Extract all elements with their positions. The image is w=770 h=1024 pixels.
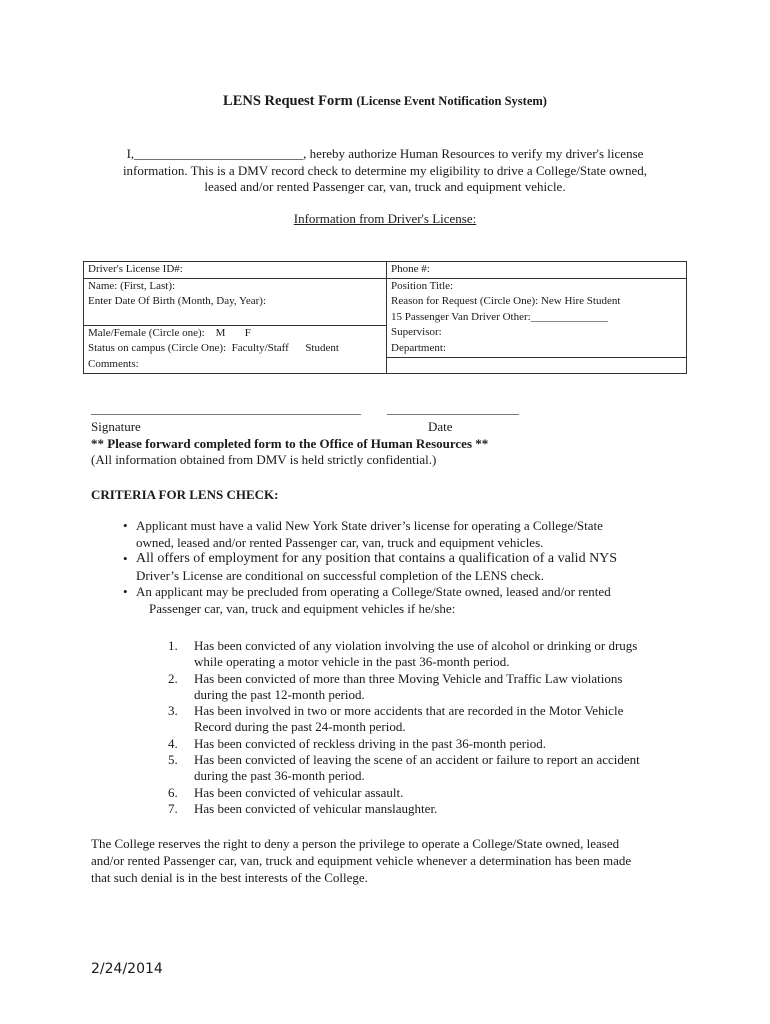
empty-cell	[387, 357, 687, 373]
closing-paragraph	[91, 835, 681, 886]
info-heading: Information from Driver's License:	[293, 211, 477, 226]
reason-label: Reason for Request (Circle One): New Hire Student	[391, 295, 621, 307]
department-field[interactable]	[387, 341, 687, 357]
form-title: LENS Request Form	[223, 93, 353, 109]
signature-line[interactable]: _____________________________________________	[91, 402, 361, 416]
bullet-text: • All offers of employment for any position that contains a qualification of a valid NYS	[136, 551, 618, 566]
position-label: Position Title:	[391, 279, 454, 292]
reason-options: 15 Passenger Van Driver Other:______________	[391, 310, 608, 323]
closing-line: and/or rented Passenger car, van, truck and equipment vehicle whenever a determination has been made	[91, 853, 632, 868]
item-number: 3.	[168, 703, 178, 719]
list-item	[168, 736, 678, 752]
forward-note: ** Please forward completed form to the Office of Human Resources **	[91, 436, 489, 451]
list-item	[168, 671, 678, 704]
item-text: Has been convicted of vehicular assault.	[194, 784, 404, 800]
criteria-heading: CRITERIA FOR LENS CHECK:	[91, 487, 279, 502]
item-number: 5.	[168, 752, 178, 768]
list-item	[123, 518, 683, 551]
criteria-bullets	[123, 518, 683, 617]
authorization-paragraph	[60, 146, 710, 196]
dob-field[interactable]	[84, 294, 387, 325]
table-row	[84, 294, 687, 325]
item-number: 2.	[168, 670, 178, 686]
bullet-text: Driver’s License are conditional on successful completion of the LENS check.	[136, 567, 545, 583]
item-number: 4.	[168, 735, 178, 751]
list-item	[168, 638, 678, 671]
item-number: 1.	[168, 638, 178, 653]
supervisor-label: Supervisor:	[391, 326, 442, 338]
comments-field[interactable]	[84, 357, 387, 373]
item-text: during the past 36-month period.	[194, 768, 365, 784]
comments-label: Comments:	[88, 358, 139, 370]
form-subtitle: (License Event Notification System)	[356, 94, 547, 108]
reason-field[interactable]	[387, 294, 687, 325]
sex-field[interactable]	[84, 325, 387, 341]
phone-field[interactable]	[387, 262, 687, 279]
name-field[interactable]	[84, 278, 387, 294]
bullet-text: • An applicant may be precluded from operating a College/State owned, leased and/or rented	[136, 584, 611, 599]
item-text: during the past 12-month period.	[194, 686, 365, 702]
date-label: Date	[428, 419, 453, 434]
list-item	[168, 785, 678, 801]
bullet-text: owned, leased and/or rented Passenger car, van, truck and equipment vehicles.	[136, 534, 544, 550]
license-id-field[interactable]	[84, 262, 387, 279]
table-row	[84, 262, 687, 279]
table-row	[84, 341, 687, 357]
table-row	[84, 325, 687, 341]
status-label: Status on campus (Circle One): Faculty/Staff Student	[88, 342, 339, 354]
item-text: Has been convicted of leaving the scene of an accident or failure to report an accident	[194, 752, 640, 768]
item-text: while operating a motor vehicle in the past 36-month period.	[194, 654, 510, 670]
phone-label: Phone #:	[391, 263, 430, 275]
list-item	[168, 752, 678, 785]
table-row	[84, 357, 687, 373]
item-number: 6.	[168, 784, 178, 800]
position-field[interactable]	[387, 278, 687, 294]
list-item	[168, 801, 678, 817]
status-field[interactable]	[84, 341, 387, 357]
closing-line: The College reserves the right to deny a person the privilege to operate a College/State owned, leased	[91, 836, 620, 851]
item-text: Has been convicted of reckless driving in the past 36-month period.	[194, 735, 546, 751]
item-text: Has been convicted of more than three Moving Vehicle and Traffic Law violations	[194, 670, 623, 686]
authorization-line: I,__________________________, hereby authorize Human Resources to verify my driver's license	[126, 146, 644, 161]
department-label: Department:	[391, 342, 446, 354]
license-id-label: Driver's License ID#:	[88, 263, 183, 275]
table-row	[84, 278, 687, 294]
item-text: Has been convicted of any violation involving the use of alcohol or drinking or drugs	[194, 638, 638, 653]
list-item	[123, 584, 683, 617]
name-label: Name: (First, Last):	[88, 279, 176, 292]
item-number: 7.	[168, 800, 178, 816]
bullet-text: • Applicant must have a valid New York State driver’s license for operating a College/State	[136, 518, 603, 533]
item-text: Has been involved in two or more accidents that are recorded in the Motor Vehicle	[194, 703, 624, 719]
supervisor-field[interactable]	[387, 325, 687, 341]
authorization-line: leased and/or rented Passenger car, van, truck and equipment vehicle.	[204, 179, 566, 194]
list-item	[168, 703, 678, 736]
license-info-table	[83, 261, 687, 374]
signature-label: Signature	[91, 419, 141, 434]
item-text: Has been convicted of vehicular manslaughter.	[194, 800, 438, 816]
item-text: Record during the past 24-month period.	[194, 719, 406, 735]
dob-label: Enter Date Of Birth (Month, Day, Year):	[88, 295, 266, 307]
confidential-note: (All information obtained from DMV is held strictly confidential.)	[91, 452, 437, 467]
authorization-line: information. This is a DMV record check to determine my eligibility to drive a College/State owned,	[122, 162, 648, 178]
date-line[interactable]: ______________________	[387, 402, 519, 416]
closing-line: that such denial is in the best interests of the College.	[91, 870, 368, 885]
footer-date: 2/24/2014	[91, 961, 163, 977]
sex-label: Male/Female (Circle one): M F	[88, 326, 251, 339]
criteria-numbered-list	[168, 638, 678, 817]
bullet-text: Passenger car, van, truck and equipment vehicles if he/she:	[149, 600, 456, 616]
page-title	[0, 93, 770, 110]
list-item	[123, 551, 683, 584]
